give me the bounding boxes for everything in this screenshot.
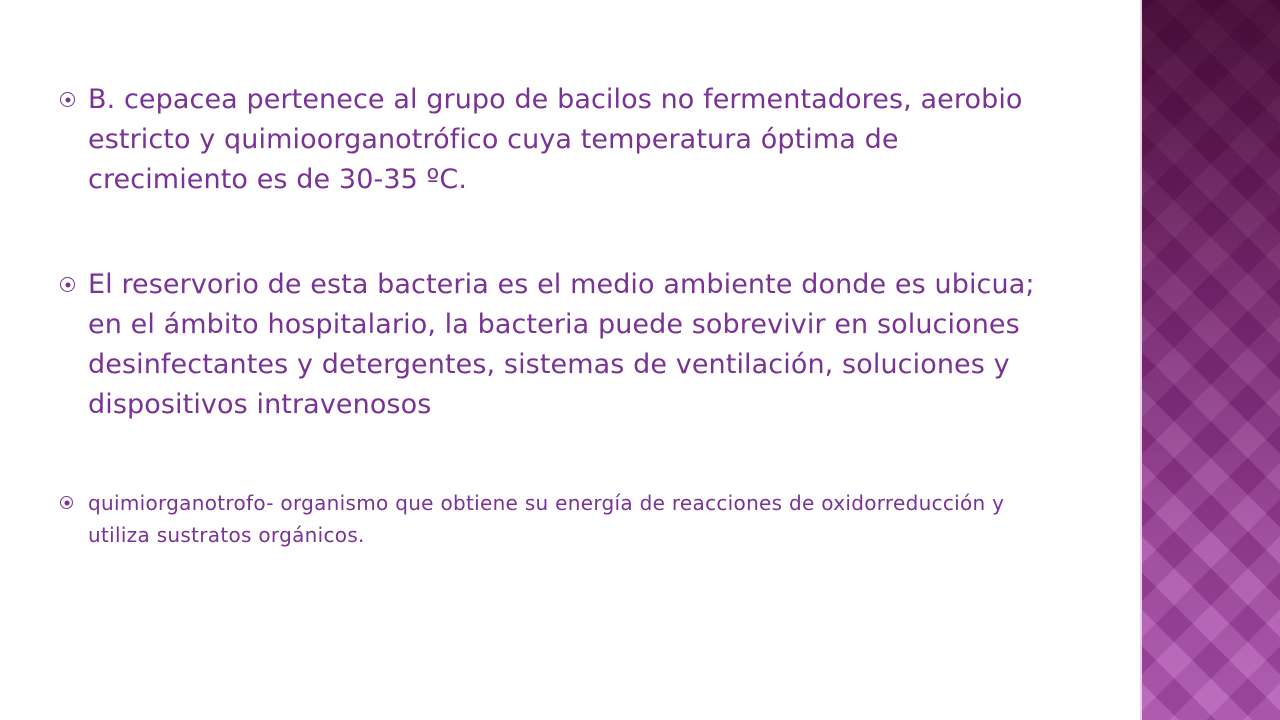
bullet-item [60, 265, 1060, 425]
bullet-item [60, 80, 1060, 200]
circled-dot-bullet-icon [60, 277, 75, 292]
bullet-text: El reservorio de esta bacteria es el medio ambiente donde es ubicua; en el ámbito hospitalario, la bacteria puede sobrevivir en soluciones desinfectantes y detergentes, sistemas de ventilación, soluciones y dispositivos intravenosos [88, 269, 1035, 420]
circled-dot-bullet-icon [60, 92, 75, 107]
slide-content [60, 80, 1060, 551]
bullet-item [60, 487, 1060, 551]
bullet-text: B. cepacea pertenece al grupo de bacilos no fermentadores, aerobio estricto y quimioorganotrófico cuya temperatura óptima de crecimiento es de 30-35 ºC. [88, 84, 1023, 195]
circled-dot-bullet-icon [60, 496, 73, 509]
decorative-side-band [1142, 0, 1280, 720]
bullet-text: quimiorganotrofo- organismo que obtiene su energía de reacciones de oxidorreducción y utiliza sustratos orgánicos. [88, 491, 1005, 547]
